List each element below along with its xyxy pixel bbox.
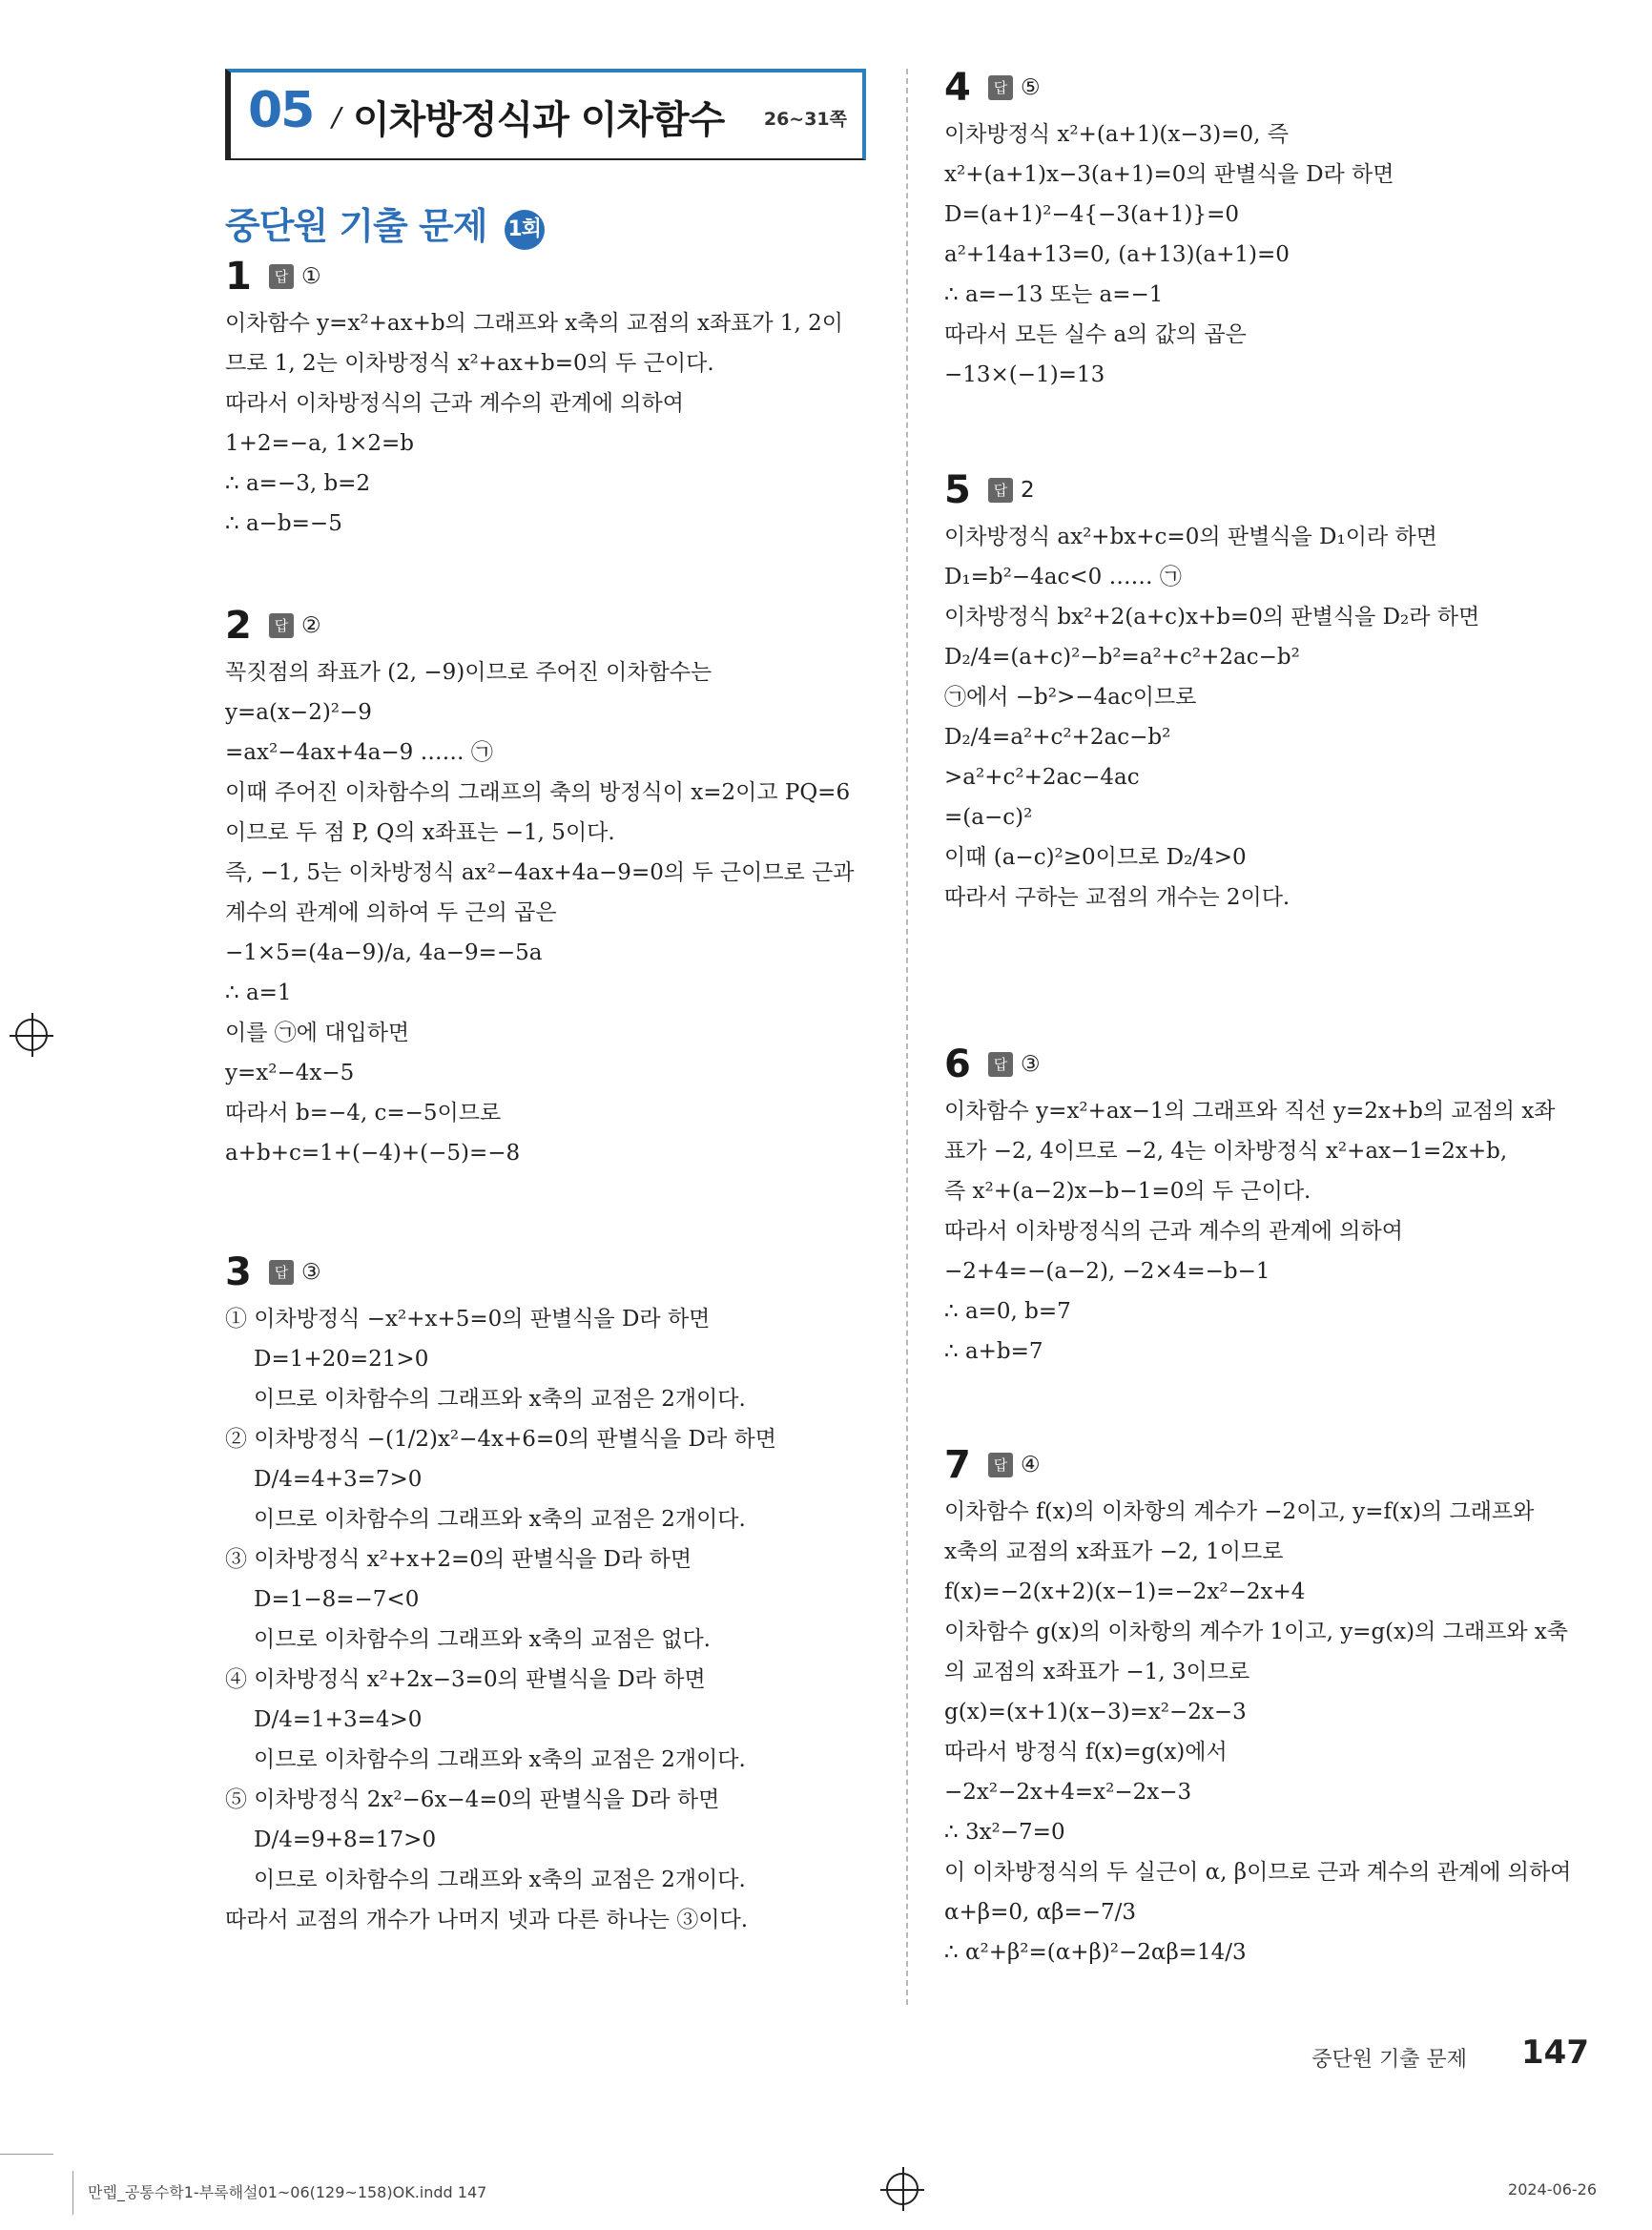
problem-2 <box>225 603 883 1173</box>
problem-3 <box>225 1249 883 1940</box>
problem-number: 5 <box>944 468 971 512</box>
footer-label: 중단원 기출 문제 <box>1311 2048 1467 2072</box>
solution-line: ㉠에서 −b²>−4ac이므로 <box>944 685 1197 710</box>
solution-line: ⑤ 이차방정식 2x²−6x−4=0의 판별식을 D라 하면 <box>225 1787 720 1812</box>
solution-line: −13×(−1)=13 <box>944 362 1105 387</box>
solution-line: 따라서 교점의 개수가 나머지 넷과 다른 하나는 ③이다. <box>225 1908 749 1932</box>
solution-line: ① 이차방정식 −x²+x+5=0의 판별식을 D라 하면 <box>225 1307 711 1332</box>
print-file-info: 만렙_공통수학1-부록해설01~06(129~158)OK.indd 147 <box>88 2183 487 2201</box>
solution-line: 즉, −1, 5는 이차방정식 ax²−4ax+4a−9=0의 두 근이므로 근과 <box>225 860 855 885</box>
solution-line: D₂/4=(a+c)²−b²=a²+c²+2ac−b² <box>944 645 1300 670</box>
solution-lines <box>225 652 883 1173</box>
solution-line: 이차방정식 ax²+bx+c=0의 판별식을 D₁이라 하면 <box>944 525 1437 549</box>
solution-line: ∴ a=−3, b=2 <box>225 471 371 496</box>
solution-line: 이때 주어진 이차함수의 그래프의 축의 방정식이 x=2이고 PQ=6 <box>225 780 851 805</box>
solution-line: y=x²−4x−5 <box>225 1061 355 1085</box>
answer-value: ③ <box>1021 1052 1041 1077</box>
solution-line: α+β=0, αβ=−7/3 <box>944 1900 1137 1925</box>
solution-lines <box>225 1299 883 1940</box>
solution-line: 이므로 이차함수의 그래프와 x축의 교점은 2개이다. <box>254 1868 746 1892</box>
problem-number: 6 <box>944 1043 971 1086</box>
problem-6 <box>944 1042 1602 1372</box>
solution-line: 이므로 이차함수의 그래프와 x축의 교점은 2개이다. <box>254 1747 746 1772</box>
answer-tag: 답 <box>988 1052 1013 1077</box>
solution-line: 이차방정식 x²+(a+1)(x−3)=0, 즉 <box>944 122 1289 147</box>
solution-line: 이차방정식 bx²+2(a+c)x+b=0의 판별식을 D₂라 하면 <box>944 605 1480 630</box>
solution-line: 이차함수 y=x²+ax+b의 그래프와 x축의 교점의 x좌표가 1, 2이 <box>225 311 844 336</box>
page-number: 147 <box>1521 2034 1589 2072</box>
problem-number: 2 <box>225 604 252 648</box>
print-date: 2024-06-26 <box>1508 2180 1597 2199</box>
solution-line: D₂/4=a²+c²+2ac−b² <box>944 725 1171 750</box>
registration-mark-icon <box>886 2173 919 2205</box>
answer-tag: 답 <box>988 478 1013 503</box>
solution-line: >a²+c²+2ac−4ac <box>944 765 1140 790</box>
solution-line: 즉 x²+(a−2)x−b−1=0의 두 근이다. <box>944 1179 1311 1204</box>
solution-line: ∴ a−b=−5 <box>225 511 342 536</box>
solution-line: g(x)=(x+1)(x−3)=x²−2x−3 <box>944 1700 1247 1724</box>
solution-line: ∴ a=−13 또는 a=−1 <box>944 282 1164 307</box>
chapter-pages: 26~31쪽 <box>763 109 847 130</box>
answer-value: ⑤ <box>1021 75 1041 100</box>
answer-value: ① <box>301 264 321 289</box>
answer-tag: 답 <box>269 264 294 289</box>
solution-line: =(a−c)² <box>944 805 1033 830</box>
answer-tag: 답 <box>269 1260 294 1285</box>
answer-tag: 답 <box>269 613 294 638</box>
solution-line: 따라서 방정식 f(x)=g(x)에서 <box>944 1740 1228 1765</box>
solution-line: ∴ a=1 <box>225 981 292 1005</box>
solution-line: D=1−8=−7<0 <box>254 1587 420 1612</box>
solution-line: 이차함수 f(x)의 이차항의 계수가 −2이고, y=f(x)의 그래프와 <box>944 1499 1535 1524</box>
solution-line: ∴ 3x²−7=0 <box>944 1820 1065 1845</box>
problem-7 <box>944 1442 1602 1972</box>
solution-line: x축의 교점의 x좌표가 −2, 1이므로 <box>944 1539 1284 1564</box>
solution-line: 1+2=−a, 1×2=b <box>225 431 414 456</box>
answer-tag: 답 <box>988 1453 1013 1477</box>
answer-value: 2 <box>1021 478 1035 503</box>
solution-line: ② 이차방정식 −(1/2)x²−4x+6=0의 판별식을 D라 하면 <box>225 1427 776 1452</box>
section-title-text: 중단원 기출 문제 <box>225 205 487 247</box>
solution-lines <box>944 1091 1602 1372</box>
solution-line: 표가 −2, 4이므로 −2, 4는 이차방정식 x²+ax−1=2x+b, <box>944 1139 1508 1164</box>
solution-line: f(x)=−2(x+2)(x−1)=−2x²−2x+4 <box>944 1580 1306 1604</box>
round-badge: 1회 <box>505 210 545 250</box>
solution-line: D/4=9+8=17>0 <box>254 1827 437 1852</box>
solution-line: 계수의 관계에 의하여 두 근의 곱은 <box>225 900 557 925</box>
problem-5 <box>944 467 1602 918</box>
answer-value: ③ <box>301 1260 321 1285</box>
solution-line: D=1+20=21>0 <box>254 1347 429 1372</box>
solution-line: 꼭짓점의 좌표가 (2, −9)이므로 주어진 이차함수는 <box>225 660 712 685</box>
solution-line: 따라서 이차방정식의 근과 계수의 관계에 의하여 <box>944 1219 1403 1244</box>
problem-4 <box>944 65 1602 395</box>
solution-line: 이므로 이차함수의 그래프와 x축의 교점은 2개이다. <box>254 1387 746 1412</box>
solution-line: 이차함수 y=x²+ax−1의 그래프와 직선 y=2x+b의 교점의 x좌 <box>944 1099 1556 1124</box>
solution-line: 따라서 구하는 교점의 개수는 2이다. <box>944 885 1291 910</box>
registration-mark-icon <box>15 1019 48 1051</box>
problem-1 <box>225 254 883 544</box>
solution-line: 이므로 이차함수의 그래프와 x축의 교점은 없다. <box>254 1627 711 1652</box>
solution-line: 이차함수 g(x)의 이차항의 계수가 1이고, y=g(x)의 그래프와 x축 <box>944 1620 1568 1644</box>
solution-line: =ax²−4ax+4a−9 …… ㉠ <box>225 740 493 765</box>
solution-line: 이므로 두 점 P, Q의 x좌표는 −1, 5이다. <box>225 820 615 845</box>
solution-line: ③ 이차방정식 x²+x+2=0의 판별식을 D라 하면 <box>225 1547 692 1572</box>
solution-line: 의 교점의 x좌표가 −1, 3이므로 <box>944 1660 1250 1684</box>
solution-line: 이를 ㉠에 대입하면 <box>225 1021 410 1045</box>
solution-line: 므로 1, 2는 이차방정식 x²+ax+b=0의 두 근이다. <box>225 351 714 376</box>
problem-number: 1 <box>225 255 252 299</box>
problem-number: 7 <box>944 1443 971 1487</box>
crop-line <box>0 2154 53 2155</box>
solution-lines <box>944 114 1602 395</box>
solution-line: a+b+c=1+(−4)+(−5)=−8 <box>225 1141 521 1166</box>
problem-number: 3 <box>225 1250 252 1294</box>
solution-line: x²+(a+1)x−3(a+1)=0의 판별식을 D라 하면 <box>944 162 1394 187</box>
solution-line: a²+14a+13=0, (a+13)(a+1)=0 <box>944 242 1290 267</box>
solution-line: 이때 (a−c)²≥0이므로 D₂/4>0 <box>944 845 1247 870</box>
solution-line: −2x²−2x+4=x²−2x−3 <box>944 1780 1192 1805</box>
solution-line: 따라서 이차방정식의 근과 계수의 관계에 의하여 <box>225 391 684 416</box>
solution-line: D/4=4+3=7>0 <box>254 1467 423 1492</box>
section-title <box>225 196 545 250</box>
solution-line: ∴ a+b=7 <box>944 1339 1043 1364</box>
solution-line: y=a(x−2)²−9 <box>225 700 372 725</box>
solution-line: ∴ α²+β²=(α+β)²−2αβ=14/3 <box>944 1940 1247 1965</box>
solution-lines <box>944 1492 1602 1972</box>
chapter-title: 이차방정식과 이차함수 <box>353 98 725 142</box>
chapter-number: 05 <box>248 82 314 139</box>
solution-line: D=(a+1)²−4{−3(a+1)}=0 <box>944 202 1240 227</box>
solution-lines <box>225 303 883 544</box>
column-divider <box>906 69 908 2005</box>
chapter-header <box>225 69 866 160</box>
solution-line: ④ 이차방정식 x²+2x−3=0의 판별식을 D라 하면 <box>225 1667 706 1692</box>
solution-line: 따라서 모든 실수 a의 값의 곱은 <box>944 322 1247 347</box>
solution-line: 이 이차방정식의 두 실근이 α, β이므로 근과 계수의 관계에 의하여 <box>944 1860 1572 1885</box>
answer-value: ② <box>301 613 321 638</box>
crop-line <box>72 2171 73 2215</box>
solution-line: ∴ a=0, b=7 <box>944 1299 1071 1324</box>
answer-tag: 답 <box>988 75 1013 100</box>
solution-line: −2+4=−(a−2), −2×4=−b−1 <box>944 1259 1270 1284</box>
solution-line: −1×5=(4a−9)/a, 4a−9=−5a <box>225 940 543 965</box>
chapter-slash: / <box>332 101 341 133</box>
solution-lines <box>944 517 1602 918</box>
solution-line: 따라서 b=−4, c=−5이므로 <box>225 1101 502 1125</box>
solution-line: D₁=b²−4ac<0 …… ㉠ <box>944 565 1182 589</box>
solution-line: D/4=1+3=4>0 <box>254 1707 423 1732</box>
problem-number: 4 <box>944 66 971 110</box>
solution-line: 이므로 이차함수의 그래프와 x축의 교점은 2개이다. <box>254 1507 746 1532</box>
answer-value: ④ <box>1021 1453 1041 1477</box>
